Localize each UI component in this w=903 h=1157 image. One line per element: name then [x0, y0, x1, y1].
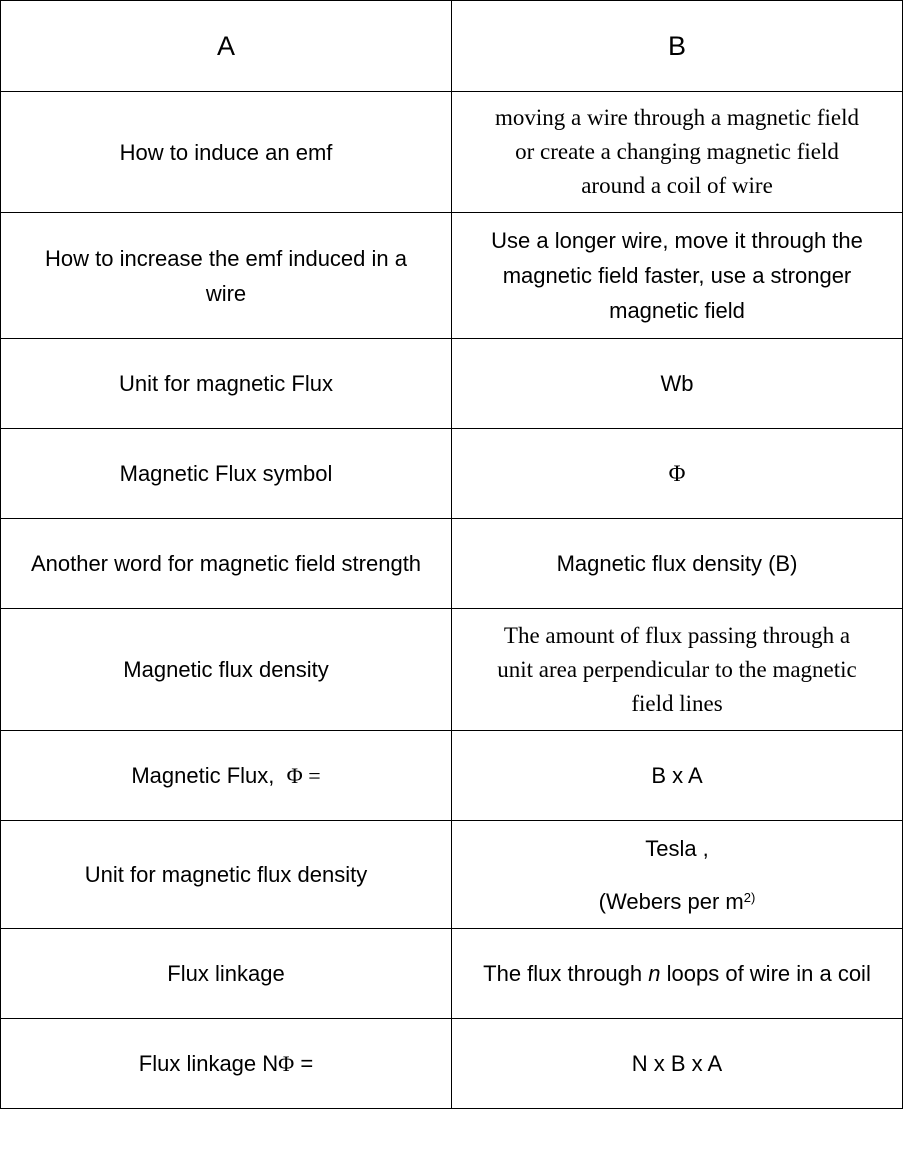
term-cell [1, 731, 452, 821]
term-cell: Unit for magnetic Flux [1, 339, 452, 429]
definition-line: moving a wire through a magnetic field [494, 105, 860, 130]
term-cell: Flux linkage [1, 929, 452, 1019]
superscript-text: 2) [743, 889, 756, 905]
definition-text: loops of wire in a coil [660, 961, 871, 986]
definition-line: Use a longer wire, move it through the [491, 228, 863, 253]
definition-cell: Wb [452, 339, 903, 429]
italic-variable: n [648, 961, 661, 986]
flux-symbol-cell: Φ [452, 429, 903, 519]
definition-cell: Magnetic flux density (B) [452, 519, 903, 609]
definition-cell [452, 92, 903, 213]
term-text: Magnetic Flux, [131, 763, 275, 788]
definition-cell: N x B x A [452, 1019, 903, 1109]
table-row [1, 519, 903, 609]
table-row [1, 429, 903, 519]
table-row [1, 821, 903, 929]
table-row [1, 92, 903, 213]
term-text: How to induce an emf [119, 139, 333, 165]
definition-cell [452, 609, 903, 731]
table-row [1, 929, 903, 1019]
table-header-row [1, 1, 903, 92]
table-row [1, 609, 903, 731]
definition-line: magnetic field [609, 298, 745, 323]
definition-line: Tesla , [645, 835, 709, 861]
table-row [1, 731, 903, 821]
definition-line [458, 884, 896, 919]
definition-line: The amount of flux passing through a [503, 622, 851, 648]
term-cell: Magnetic flux density [1, 609, 452, 731]
definition-cell [452, 821, 903, 929]
term-cell: Another word for magnetic field strength [1, 519, 452, 609]
table-row [1, 1019, 903, 1109]
definition-line: field lines [631, 690, 723, 716]
term-cell: Unit for magnetic flux density [1, 821, 452, 929]
flux-equation-symbol: Φ = [286, 763, 321, 788]
definition-line: magnetic field faster, use a stronger [502, 263, 852, 288]
definition-line: or create a changing magnetic field [515, 139, 839, 164]
definition-cell: B x A [452, 731, 903, 821]
definition-text: (Webers per m [598, 888, 744, 914]
term-cell [1, 213, 452, 339]
term-line: How to increase the emf induced in a [45, 245, 407, 271]
definition-cell [452, 929, 903, 1019]
header-cell-a: A [1, 1, 452, 92]
term-text: = [294, 1051, 314, 1076]
definition-text: The flux through [483, 961, 649, 986]
term-line: wire [205, 280, 247, 306]
flux-symbol: Φ [278, 1051, 295, 1076]
term-text: Flux linkage N [138, 1051, 279, 1076]
table-row [1, 213, 903, 339]
term-cell: Magnetic Flux symbol [1, 429, 452, 519]
header-cell-b: B [452, 1, 903, 92]
definition-line: unit area perpendicular to the magnetic [497, 656, 857, 682]
definition-cell [452, 213, 903, 339]
table-row [1, 339, 903, 429]
term-cell [1, 1019, 452, 1109]
term-cell [1, 92, 452, 213]
definition-line: around a coil of wire [581, 173, 773, 198]
